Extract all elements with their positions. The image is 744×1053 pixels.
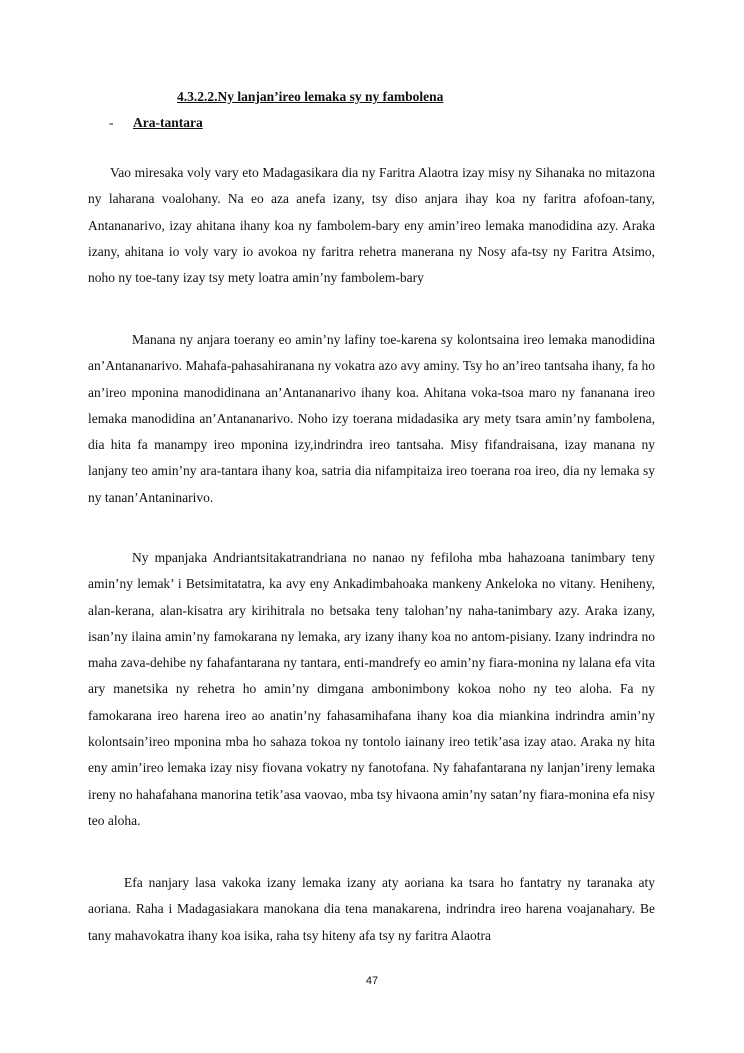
paragraph: Efa nanjary lasa vakoka izany lemaka izany aty aoriana ka tsara ho fantatry ny taranaka aty aoriana. Raha i Madagasiakara manokana dia tena manakarena, indrindra ireo harena voajanahary. Be tany mahavokatra ihany koa isika, raha tsy hiteny afa tsy ny faritra Alaotra xyxy=(88,875,655,943)
page-number: 47 xyxy=(365,975,379,987)
subheading-bullet: - xyxy=(109,115,114,130)
subheading-label: Ara-tantara xyxy=(133,115,203,130)
paragraph: Ny mpanjaka Andriantsitakatrandriana no nanao ny fefiloha mba hahazoana tanimbary teny amin’ny lemak’ i Betsimitatatra, ka avy eny Ankadimbahoaka mankeny Ankeloka no vitany. Heniheny, alan-kerana, alan-kisatra ary kirihitrala no betsaka teny talohan’ny naha-tanimbary azy. Araka izany, isan’ny ilaina amin’ny famokarana ny lemaka, ary izany ihany koa no antom-pisiany. Izany indrindra no maha zava-dehibe ny fahafantarana ny tantara, enti-mandrefy eo amin’ny fiara-monina ny lalana efa vita ary manetsika ny rehetra ho amin’ny dimgana ambonimbony kokoa noho ny teo aloha. Fa ny famokarana ireo harena ireo ao anatin’ny fahasamihafana ihany koa dia miankina indrindra amin’ny kolontsain’ireo mponina mba ho sahaza tokoa ny tontolo iainany ireo tetik’asa izay atao. Araka ny hita eny amin’ireo lemaka izay nisy fiovana vokatry ny fanotofana. Ny fahafantarana ny lanjan’ireny lemaka ireny no hahafahana manorina tetik’asa vaovao, mba tsy hivaona amin’ny satan’ny fiara-monina efa nisy teo aloha. xyxy=(88,550,655,828)
subheading xyxy=(109,115,203,131)
section-heading: 4.3.2.2.Ny lanjan’ireo lemaka sy ny fambolena xyxy=(177,89,444,104)
paragraph: Manana ny anjara toerany eo amin’ny lafiny toe-karena sy kolontsaina ireo lemaka manodidina an’Antananarivo. Mahafa-pahasahiranana ny vokatra azo avy aminy. Tsy ho an’ireo tantsaha ihany, fa ho an’ireo mponina manodidinana an’Antananarivo ihany koa. Ahitana voka-tsoa maro ny fananana ireo lemaka manodidina an’Antananarivo. Noho izy toerana midadasika ary mety tsara amin’ny fambolena, dia hita fa manampy ireo mponina izy,indrindra ireo tantsaha. Misy fifandraisana, izay manana ny lanjany teo amin’ny ara-tantara ihany koa, satria dia nifampitaiza ireo toerana roa ireo, dia ny lemaka sy ny tanan’Antaninarivo. xyxy=(88,332,655,505)
paragraph: Vao miresaka voly vary eto Madagasikara dia ny Faritra Alaotra izay misy ny Sihanaka no mitazona ny laharana voalohany. Na eo aza anefa izany, tsy diso anjara ihay koa ny faritra afofoan-tany, Antananarivo, izay ahitana ihany koa ny fambolem-bary eny amin’ireo lemaka manodidina azy. Araka izany, ahitana io voly vary io avokoa ny faritra rehetra manerana ny Nosy afa-tsy ny Faritra Atsimo, noho ny toe-tany izay tsy mety loatra amin’ny fambolem-bary xyxy=(88,165,655,286)
